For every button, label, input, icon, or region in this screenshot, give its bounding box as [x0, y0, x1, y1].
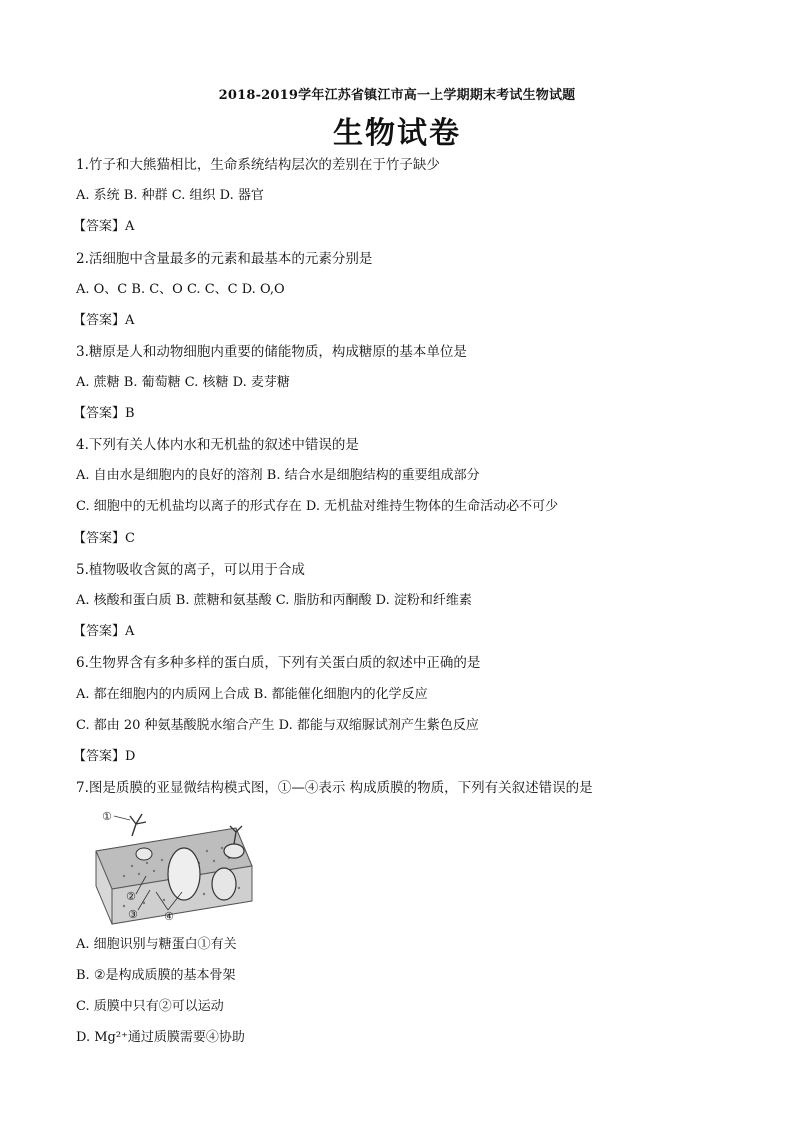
question-5-options: A. 核酸和蛋白质 B. 蔗糖和氨基酸 C. 脂肪和丙酮酸 D. 淀粉和纤维素: [76, 593, 472, 608]
figure-label-4: ④: [164, 910, 174, 923]
question-6-options-cd: C. 都由 20 种氨基酸脱水缩合产生 D. 都能与双缩脲试剂产生紫色反应: [76, 718, 479, 733]
figure-label-1: ①: [102, 810, 112, 823]
question-1-options: A. 系统 B. 种群 C. 组织 D. 器官: [76, 188, 264, 203]
figure-label-2: ②: [126, 890, 136, 903]
question-4-answer: 【答案】C: [73, 531, 135, 546]
question-3-stem: 3.糖原是人和动物细胞内重要的储能物质，构成糖原的基本单位是: [76, 344, 467, 360]
question-4-stem: 4.下列有关人体内水和无机盐的叙述中错误的是: [76, 437, 359, 453]
figure-label-3: ③: [128, 908, 138, 921]
question-3-answer: 【答案】B: [73, 406, 135, 421]
question-5-stem: 5.植物吸收含氮的离子，可以用于合成: [76, 562, 305, 578]
exam-header: 2018-2019学年江苏省镇江市高一上学期期末考试生物试题: [218, 88, 576, 103]
membrane-structure-figure: [84, 806, 256, 926]
question-5-answer: 【答案】A: [73, 624, 135, 639]
question-2-stem: 2.活细胞中含量最多的元素和最基本的元素分别是: [76, 251, 373, 267]
question-2-options: A. O、C B. C、O C. C、C D. O,O: [76, 282, 285, 297]
question-7-option-b: B. ②是构成质膜的基本骨架: [76, 968, 236, 983]
question-7-option-a: A. 细胞识别与糖蛋白①有关: [76, 937, 237, 952]
question-7-option-d: D. Mg²⁺通过质膜需要④协助: [76, 1030, 245, 1045]
question-6-options-ab: A. 都在细胞内的内质网上合成 B. 都能催化细胞内的化学反应: [76, 687, 428, 702]
page-title: 生物试卷: [333, 116, 461, 151]
question-3-options: A. 蔗糖 B. 葡萄糖 C. 核糖 D. 麦芽糖: [76, 375, 290, 390]
question-1-stem: 1.竹子和大熊猫相比，生命系统结构层次的差别在于竹子缺少: [76, 157, 440, 173]
question-6-answer: 【答案】D: [73, 749, 136, 764]
question-4-options-ab: A. 自由水是细胞内的良好的溶剂 B. 结合水是细胞结构的重要组成部分: [76, 468, 480, 483]
question-7-option-c: C. 质膜中只有②可以运动: [76, 999, 224, 1014]
question-1-answer: 【答案】A: [73, 219, 135, 234]
question-6-stem: 6.生物界含有多种多样的蛋白质，下列有关蛋白质的叙述中正确的是: [76, 655, 481, 671]
question-4-options-cd: C. 细胞中的无机盐均以离子的形式存在 D. 无机盐对维持生物体的生命活动必不可少: [76, 499, 559, 514]
question-2-answer: 【答案】A: [73, 313, 135, 328]
question-7-stem: 7.图是质膜的亚显微结构模式图，①—④表示 构成质膜的物质，下列有关叙述错误的是: [76, 780, 593, 796]
